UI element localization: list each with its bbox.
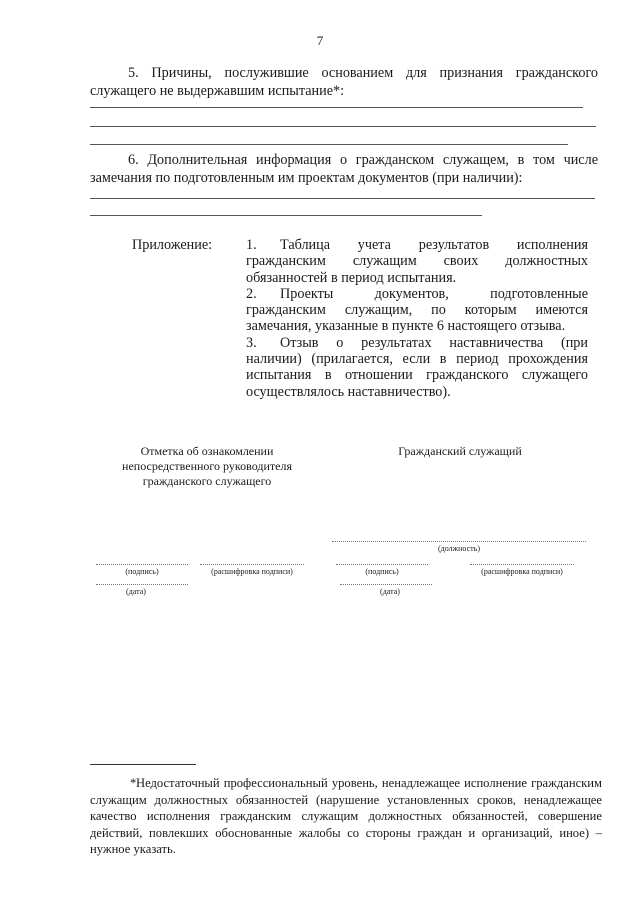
- appendix-list: [246, 237, 588, 400]
- right-date-caption: (дата): [380, 587, 400, 596]
- fill-line[interactable]: [90, 215, 482, 216]
- fill-line[interactable]: [90, 107, 583, 108]
- right-signature-caption: (подпись): [365, 567, 399, 576]
- left-signature-caption: (подпись): [125, 567, 159, 576]
- appendix-label: Приложение:: [132, 237, 213, 253]
- footnote: [90, 775, 602, 858]
- left-decode-line[interactable]: [200, 564, 304, 565]
- right-date-line[interactable]: [340, 584, 432, 585]
- appendix-item-number: 3.: [246, 334, 257, 351]
- appendix-item-number: 1.: [246, 237, 257, 253]
- section-5-text: [90, 64, 598, 100]
- appendix-item-text: Отзыв о результатах наставничества (при наличии) (прилагается, если в период прохождения испытания в отношении гражданского служащего осуществлялось наставничество).: [246, 334, 588, 400]
- section-6-label: 6. Дополнительная информация о гражданском служащем, в том числе замечания по подготовленным им проектам документов (при наличии):: [90, 152, 598, 186]
- footnote-mark: *: [130, 776, 137, 790]
- right-signature-line[interactable]: [336, 564, 428, 565]
- right-decode-line[interactable]: [470, 564, 574, 565]
- right-decode-caption: (расшифровка подписи): [481, 567, 563, 576]
- fill-line[interactable]: [90, 126, 596, 127]
- page-number: 7: [316, 33, 324, 48]
- left-date-line[interactable]: [96, 584, 188, 585]
- appendix-item: [246, 237, 588, 286]
- appendix-item-text: Проекты документов, подготовленные гражданским служащим, по которым имеются замечания, указанные в пункте 6 настоящего отзыва.: [246, 285, 588, 335]
- footnote-text: Недостаточный профессиональный уровень, ненадлежащее исполнение гражданским служащим должностных обязанностей (нарушение установленных сроков, ненадлежащее качество исполнения гражданским служащим должностных обязанностей, совершение действий, повлекших обоснованные жалобы со стороны граждан и организаций, иное) – нужное указать.: [90, 776, 602, 856]
- civil-servant-heading: Гражданский служащий: [398, 444, 522, 458]
- fill-line[interactable]: [90, 144, 568, 145]
- acknowledgement-heading: Отметка об ознакомлении непосредственного руководителя гражданского служащего: [122, 444, 292, 488]
- left-decode-caption: (расшифровка подписи): [211, 567, 293, 576]
- section-6-text: [90, 151, 598, 187]
- appendix-item-number: 2.: [246, 285, 257, 302]
- position-caption: (должность): [438, 544, 480, 553]
- position-line[interactable]: [332, 541, 586, 542]
- appendix-item: [246, 286, 588, 335]
- footnote-rule: [90, 764, 196, 765]
- appendix-item-text: Таблица учета результатов исполнения гражданским служащим своих должностных обязанностей в период испытания.: [246, 237, 588, 286]
- left-signature-line[interactable]: [96, 564, 188, 565]
- left-date-caption: (дата): [126, 587, 146, 596]
- fill-line[interactable]: [90, 198, 595, 199]
- appendix-item: [246, 335, 588, 400]
- section-5-label: 5. Причины, послужившие основанием для признания гражданского служащего не выдержавшим испытание*:: [90, 65, 598, 99]
